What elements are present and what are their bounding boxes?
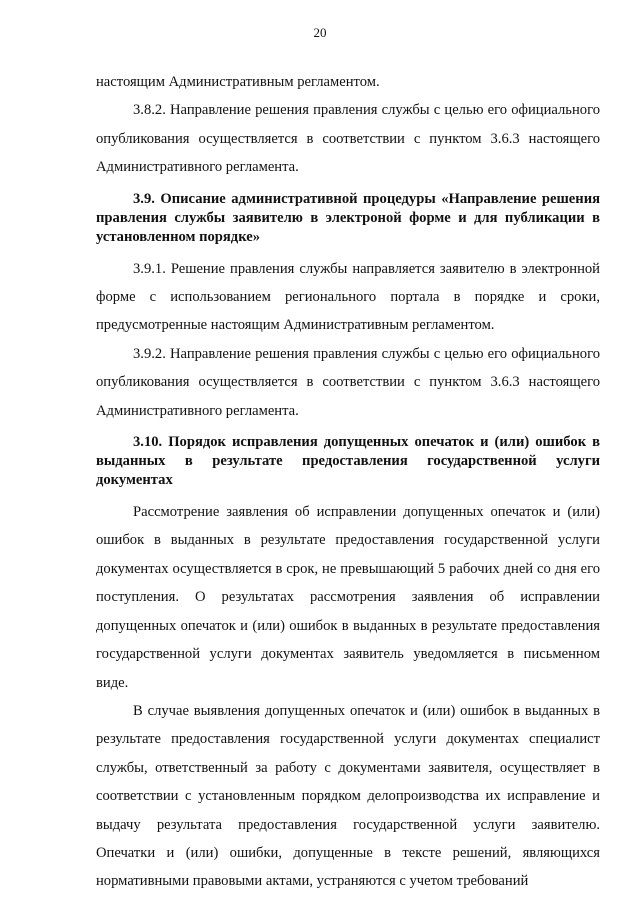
document-body bbox=[96, 68, 600, 896]
paragraph-3-9-2: 3.9.2. Направление решения правления службы с целью его официального опубликования осуществляется в соответствии с пунктом 3.6.3 настоящего Административного регламента. bbox=[96, 345, 600, 419]
section-heading-3-9: 3.9. Описание административной процедуры «Направление решения правления службы заявителю в электроной форме и для публикации в установленном порядке» bbox=[96, 190, 600, 245]
paragraph-review-period: Рассмотрение заявления об исправлении допущенных опечаток и (или) ошибок в выданных в результате предоставления государственной услуги документах осуществляется в срок, не превышающий 5 рабочих дней со дня его поступления. О результатах рассмотрения заявления об исправлении допущенных опечаток и (или) ошибок в выданных в результате предоставления государственной услуги документах заявитель уведомляется в письменном виде. bbox=[96, 504, 600, 691]
paragraph-continuation: настоящим Административным регламентом. bbox=[96, 74, 380, 90]
section-heading-3-10: 3.10. Порядок исправления допущенных опечаток и (или) ошибок в выданных в результате предоставления государственной услуги документах bbox=[96, 434, 600, 489]
paragraph-3-9-1: 3.9.1. Решение правления службы направляется заявителю в электронной форме с использованием регионального портала в порядке и сроки, предусмотренные настоящим Административным регламентом. bbox=[96, 260, 600, 334]
paragraph-3-8-2: 3.8.2. Направление решения правления службы с целью его официального опубликования осуществляется в соответствии с пунктом 3.6.3 настоящего Административного регламента. bbox=[96, 102, 600, 176]
paragraph-error-correction: В случае выявления допущенных опечаток и (или) ошибок в выданных в результате предоставления государственной услуги документах специалист службы, ответственный за работу с документами заявителя, осуществляет в соответствии с установленным порядком делопроизводства их исправление и выдачу результата предоставления государственной услуги заявителю. Опечатки и (или) ошибки, допущенные в тексте решений, являющихся нормативными правовыми актами, устраняются с учетом требований bbox=[96, 702, 600, 890]
page-number: 20 bbox=[313, 25, 327, 40]
